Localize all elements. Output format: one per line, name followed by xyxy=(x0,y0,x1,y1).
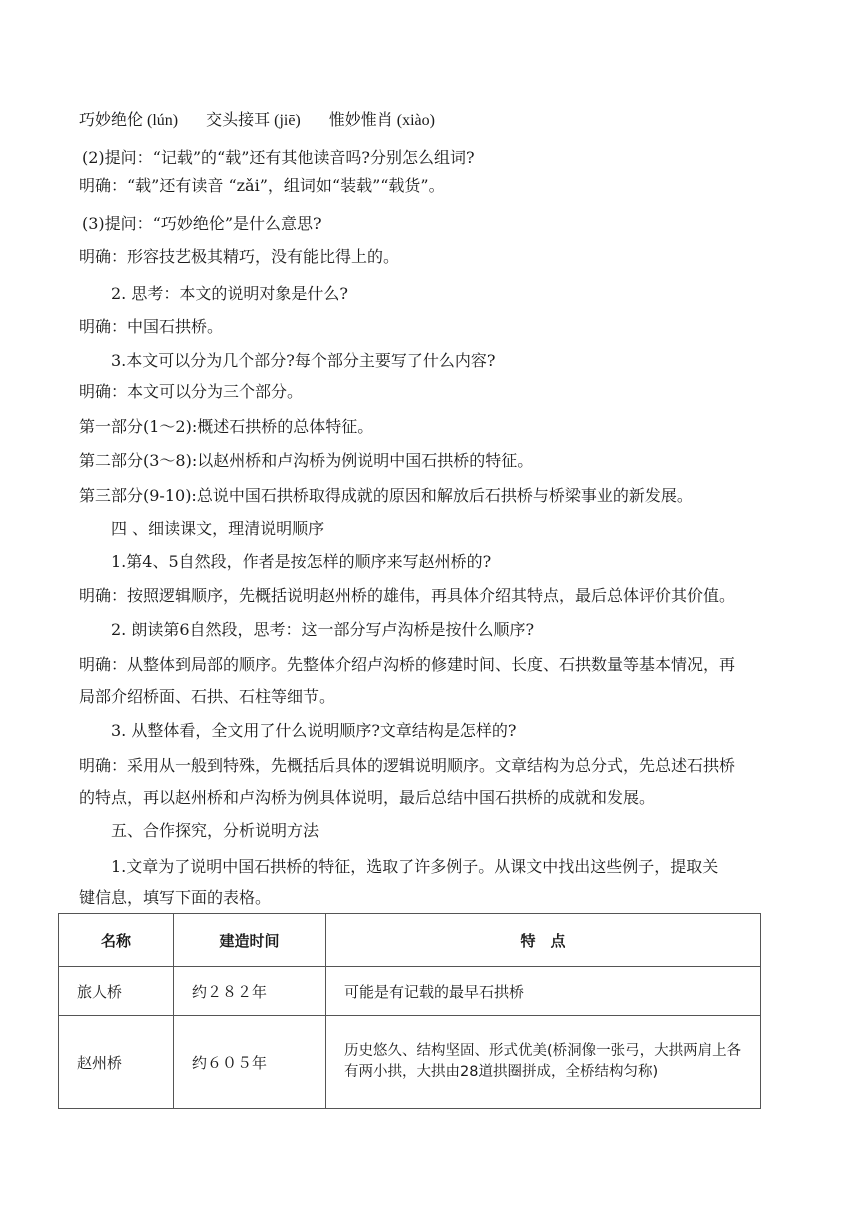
table-header-row xyxy=(59,914,761,967)
column-header-time: 建造时间 xyxy=(174,914,326,967)
pinyin-word: 巧妙绝伦 (lún) xyxy=(79,112,179,129)
question-line: 1.第4、5自然段，作者是按怎样的顺序来写赵州桥的? xyxy=(111,552,492,571)
section-heading: 五、合作探究，分析说明方法 xyxy=(111,821,320,840)
text-line: 1.文章为了说明中国石拱桥的特征，选取了许多例子。从课文中找出这些例子，提取关 xyxy=(111,857,719,876)
pinyin-word: 交头接耳 (jiē) xyxy=(206,112,301,129)
answer-line: 明确：按照逻辑顺序，先概括说明赵州桥的雄伟，再具体介绍其特点，最后总体评价其价值。 xyxy=(79,586,736,605)
question-line: 3. 从整体看，全文用了什么说明顺序?文章结构是怎样的? xyxy=(111,721,517,740)
text-line: 键信息，填写下面的表格。 xyxy=(79,888,272,907)
table-row xyxy=(59,967,761,1016)
answer-line: 明确：从整体到局部的顺序。先整体介绍卢沟桥的修建时间、长度、石拱数量等基本情况，再 xyxy=(79,655,736,674)
text-line: 第三部分(9-10):总说中国石拱桥取得成就的原因和解放后石拱桥与桥梁事业的新发展。 xyxy=(79,486,693,505)
column-header-feature: 特 点 xyxy=(326,914,761,967)
bridge-name: 旅人桥 xyxy=(59,967,174,1016)
question-line: 2. 朗读第6自然段，思考：这一部分写卢沟桥是按什么顺序? xyxy=(111,620,535,639)
question-line: 2. 思考：本文的说明对象是什么? xyxy=(111,284,348,303)
answer-line: 明确：本文可以分为三个部分。 xyxy=(79,382,304,401)
question-line: (3)提问：“巧妙绝伦”是什么意思? xyxy=(82,214,322,233)
answer-line: 明确：采用从一般到特殊，先概括后具体的逻辑说明顺序。文章结构为总分式，先总述石拱桥 xyxy=(79,756,736,775)
table-row xyxy=(59,1016,761,1109)
section-heading: 四 、细读课文，理清说明顺序 xyxy=(111,519,325,538)
bridge-name: 赵州桥 xyxy=(59,1016,174,1109)
answer-line: 明确：“载”还有读音 “zǎi”，组词如“装载”“载货”。 xyxy=(79,176,445,195)
answer-line: 明确：形容技艺极其精巧，没有能比得上的。 xyxy=(79,247,400,266)
bridge-table xyxy=(58,913,761,1109)
bridge-feature: 历史悠久、结构坚固、形式优美(桥洞像一张弓，大拱两肩上各有两小拱，大拱由28道拱圈拼成，全桥结构匀称) xyxy=(326,1016,761,1109)
column-header-name: 名称 xyxy=(59,914,174,967)
answer-line: 明确：中国石拱桥。 xyxy=(79,317,224,336)
pinyin-word: 惟妙惟肖 (xiào) xyxy=(328,112,435,129)
pinyin-row xyxy=(79,110,800,132)
answer-line: 的特点，再以赵州桥和卢沟桥为例具体说明，最后总结中国石拱桥的成就和发展。 xyxy=(79,788,656,807)
question-line: 3.本文可以分为几个部分?每个部分主要写了什么内容? xyxy=(111,351,496,370)
answer-line: 局部介绍桥面、石拱、石柱等细节。 xyxy=(79,687,336,706)
build-time: 约６０５年 xyxy=(174,1016,326,1109)
text-line: 第二部分(3～8):以赵州桥和卢沟桥为例说明中国石拱桥的特征。 xyxy=(79,451,534,470)
bridge-feature: 可能是有记载的最早石拱桥 xyxy=(326,967,761,1016)
text-line: 第一部分(1～2):概述石拱桥的总体特征。 xyxy=(79,417,374,436)
question-line: (2)提问：“记载”的“载”还有其他读音吗?分别怎么组词? xyxy=(82,148,475,167)
build-time: 约２８２年 xyxy=(174,967,326,1016)
